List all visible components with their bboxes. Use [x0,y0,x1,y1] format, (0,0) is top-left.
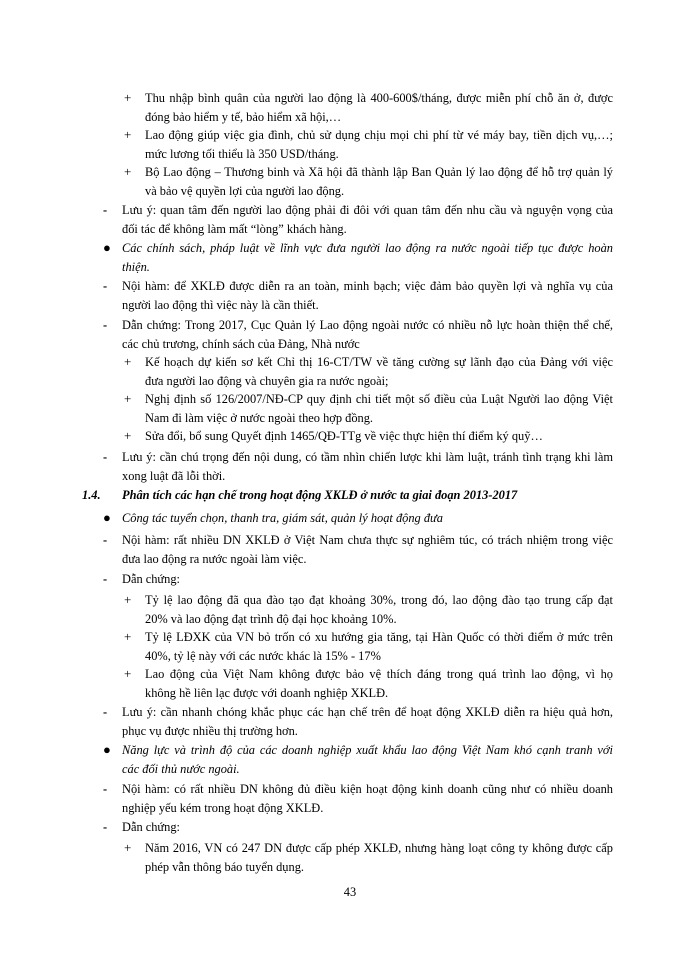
dash-marker: - [103,203,108,217]
dash-marker: - [103,572,108,586]
text-line: Lưu ý: cần chú trọng đến nội dung, có tầm nhìn chiến lược khi làm luật, tránh tình trạng khi làm [122,450,613,464]
plus-marker: + [124,164,132,179]
text-line: Kế hoạch dự kiến sơ kết Chỉ thị 16-CT/TW về tăng cường sự lãnh đạo của Đảng với việc [145,355,613,369]
text-line: Công tác tuyển chọn, thanh tra, giám sát, quản lý hoạt động đưa [122,511,443,525]
dash-marker: - [103,318,108,332]
text-line: Lao động giúp việc gia đình, chủ sử dụng chịu mọi chi phí từ vé máy bay, tiền dịch vụ,…; [145,128,613,142]
text-line: Phân tích các hạn chế trong hoạt động XKLĐ ở nước ta giai đoạn 2013-2017 [122,488,518,502]
text-line: đối tác để không làm mất “lòng” khách hàng. [122,222,347,236]
plus-marker: + [124,127,132,142]
text-line: Sửa đổi, bổ sung Quyết định 1465/QĐ-TTg về việc thực hiện thí điểm ký quỹ… [145,429,543,443]
dash-marker: - [103,450,108,464]
text-line: Nghị định số 126/2007/NĐ-CP quy định chi tiết một số điều của Luật Người lao động Việt [145,392,613,406]
dash-marker: - [103,279,108,293]
text-line: và bảo vệ quyền lợi của người lao động. [145,184,345,198]
plus-marker: + [124,629,132,644]
text-line: Dẫn chứng: [122,572,180,586]
text-line: các đối thủ nước ngoài. [122,762,240,776]
text-line: Nội hàm: rất nhiều DN XKLĐ ở Việt Nam chưa thực sự nghiêm túc, có trách nhiệm trong việc [122,533,613,547]
page-number: 43 [343,885,357,899]
bullet-marker: ● [103,742,111,757]
text-line: Thu nhập bình quân của người lao động là 400-600$/tháng, được miễn phí chỗ ăn ở, được [145,91,613,105]
plus-marker: + [124,592,132,607]
text-line: các chủ trương, chính sách của Đảng, Nhà nước [122,337,360,351]
text-line: phép vẫn thông báo tuyển dụng. [145,860,304,874]
dash-marker: - [103,820,108,834]
text-line: đưa người lao động và chuyên gia ra nước ngoài; [145,374,389,388]
text-line: phục vụ được nhiều thị trường hơn. [122,724,298,738]
text-line: Tỷ lệ lao động đã qua đào tạo đạt khoảng 30%, trong đó, lao động đào tạo trung cấp đạt [145,593,613,607]
text-line: mức lương tối thiểu là 350 USD/tháng. [145,147,339,161]
section-number: 1.4. [82,488,101,502]
text-line: Năm 2016, VN có 247 DN được cấp phép XKLĐ, nhưng hàng loạt công ty không được cấp [145,841,613,855]
text-line: Năng lực và trình độ của các doanh nghiệp xuất khẩu lao động Việt Nam khó cạnh tranh với [122,743,613,757]
text-line: Tỷ lệ LĐXK của VN bỏ trốn có xu hướng gia tăng, tại Hàn Quốc có thời điểm ở mức trên [145,630,613,644]
plus-marker: + [124,666,132,681]
bullet-marker: ● [103,240,111,255]
plus-marker: + [124,428,132,443]
text-line: Lưu ý: quan tâm đến người lao động phải đi đôi với quan tâm đến nhu cầu và nguyện vọng của [122,203,613,217]
plus-marker: + [124,90,132,105]
dash-marker: - [103,705,108,719]
text-line: người lao động thì việc này là cần thiết. [122,298,319,312]
text-line: nghiệp yếu kém trong hoạt động XKLĐ. [122,801,324,815]
text-line: đóng bảo hiểm y tế, bảo hiểm xã hội,… [145,110,342,124]
text-line: Nội hàm: để XKLĐ được diễn ra an toàn, minh bạch; việc đảm bảo quyền lợi và nghĩa vụ của [122,279,613,293]
text-line: Dẫn chứng: [122,820,180,834]
bullet-marker: ● [103,510,111,525]
plus-marker: + [124,391,132,406]
text-line: xong luật đã lỗi thời. [122,469,226,483]
text-line: Lao động của Việt Nam không được bảo vệ thích đáng trong quá trình lao động, vì họ [145,667,613,681]
text-line: Dẫn chứng: Trong 2017, Cục Quản lý Lao động ngoài nước có nhiều nỗ lực hoàn thiện thể chế, [122,318,613,332]
plus-marker: + [124,354,132,369]
text-line: Nam đi làm việc ở nước ngoài theo hợp đồng. [145,411,374,425]
text-line: 40%, tỷ lệ này với các nước khác là 15% - 17% [145,649,381,663]
text-line: Các chính sách, pháp luật về lĩnh vực đưa người lao động ra nước ngoài tiếp tục được hoàn [122,241,613,255]
text-line: Bộ Lao động – Thương binh và Xã hội đã thành lập Ban Quản lý lao động để hỗ trợ quản lý [145,165,613,179]
dash-marker: - [103,533,108,547]
text-line: Nội hàm: có rất nhiều DN không đủ điều kiện hoạt động kinh doanh cũng như có nhiều doanh [122,782,613,796]
dash-marker: - [103,782,108,796]
text-line: 20% và lao động đạt trình độ đại học khoảng 10%. [145,612,397,626]
plus-marker: + [124,840,132,855]
text-line: thiện. [122,260,150,274]
text-line: không hề liên lạc được với doanh nghiệp XKLĐ. [145,686,389,700]
text-line: đưa lao động ra nước ngoài làm việc. [122,552,307,566]
text-line: Lưu ý: cần nhanh chóng khắc phục các hạn chế trên để hoạt động XKLĐ diễn ra hiệu quả hơn, [122,705,613,719]
